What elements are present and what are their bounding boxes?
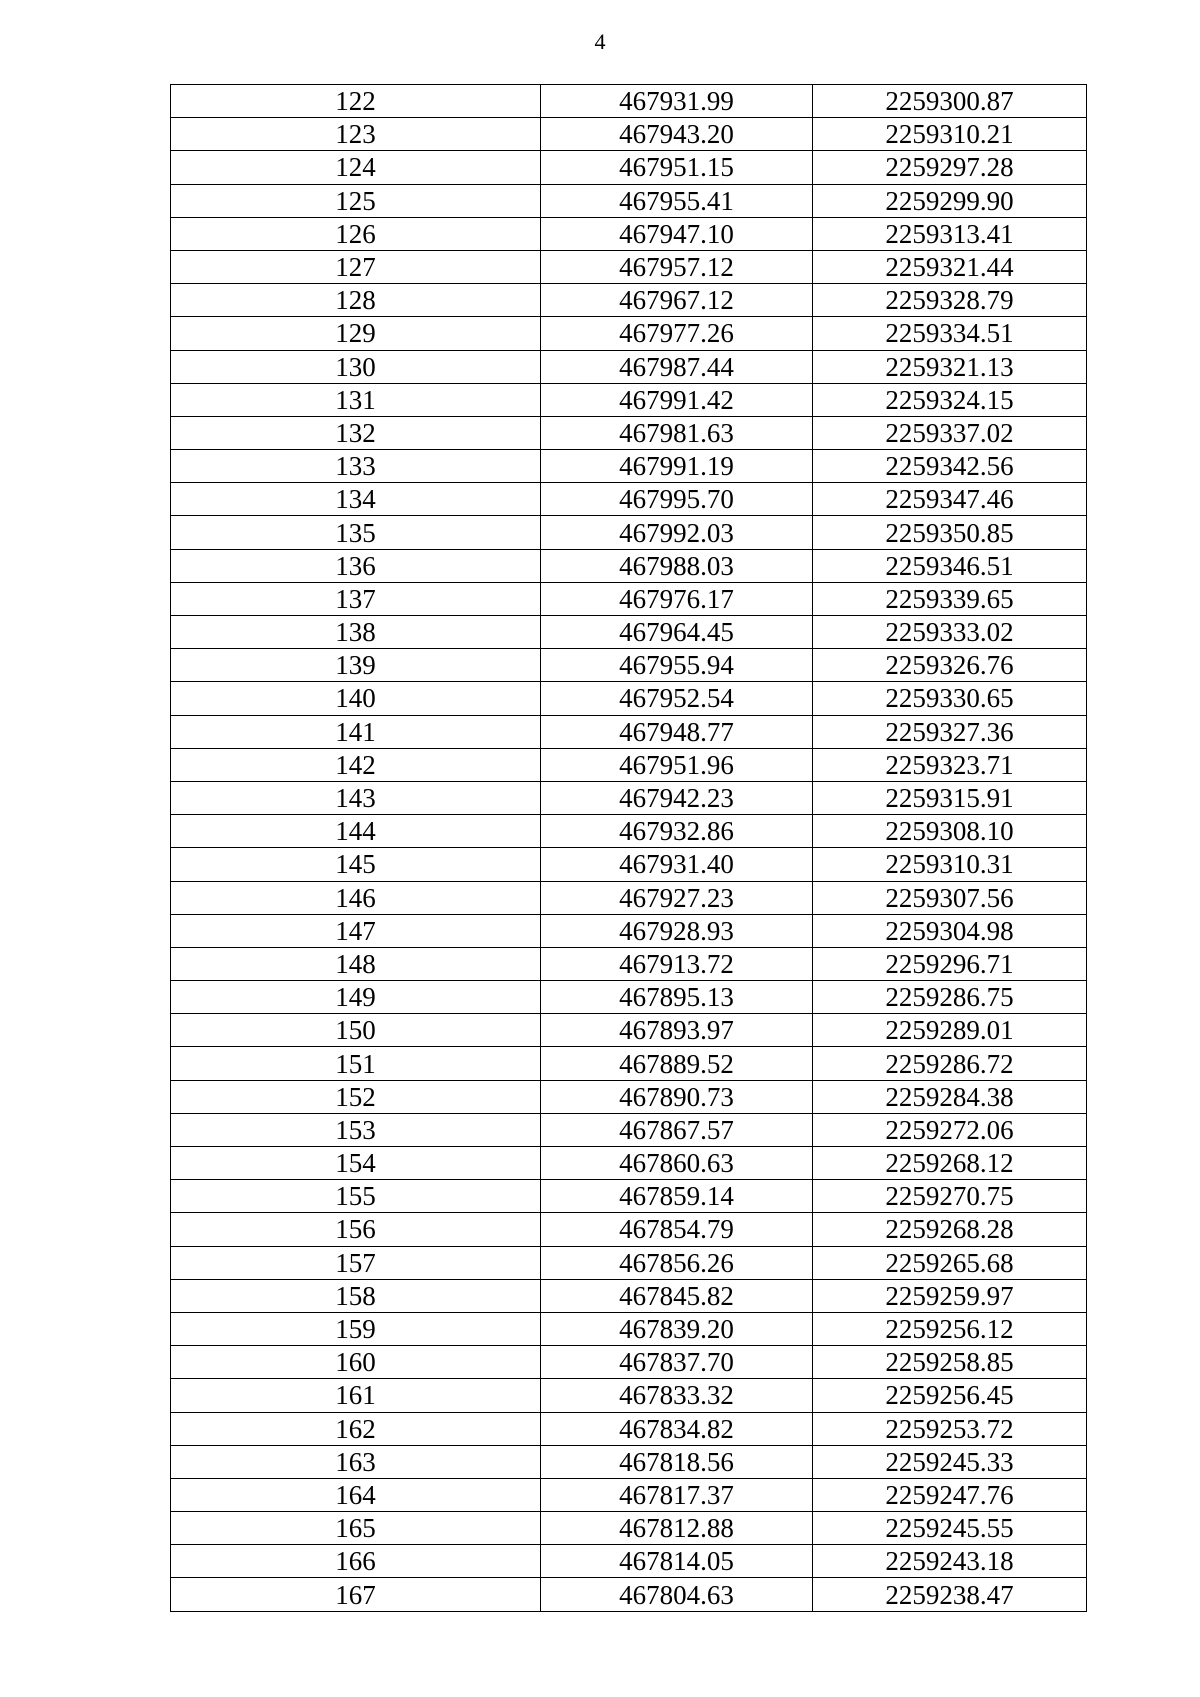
table-row: [171, 151, 1087, 184]
point-number-cell: 143: [171, 781, 541, 814]
y-coordinate-cell: 2259258.85: [813, 1346, 1087, 1379]
point-number-cell: 149: [171, 981, 541, 1014]
coordinates-table-body: [171, 85, 1087, 1612]
point-number-cell: 139: [171, 649, 541, 682]
y-coordinate-cell: 2259256.12: [813, 1312, 1087, 1345]
x-coordinate-cell: 467867.57: [541, 1113, 813, 1146]
point-number-cell: 129: [171, 317, 541, 350]
table-row: [171, 549, 1087, 582]
point-number-cell: 136: [171, 549, 541, 582]
y-coordinate-cell: 2259265.68: [813, 1246, 1087, 1279]
x-coordinate-cell: 467987.44: [541, 350, 813, 383]
y-coordinate-cell: 2259268.28: [813, 1213, 1087, 1246]
point-number-cell: 127: [171, 250, 541, 283]
point-number-cell: 161: [171, 1379, 541, 1412]
x-coordinate-cell: 467951.96: [541, 748, 813, 781]
y-coordinate-cell: 2259339.65: [813, 582, 1087, 615]
point-number-cell: 126: [171, 217, 541, 250]
table-row: [171, 1312, 1087, 1345]
point-number-cell: 130: [171, 350, 541, 383]
table-row: [171, 815, 1087, 848]
point-number-cell: 135: [171, 516, 541, 549]
y-coordinate-cell: 2259337.02: [813, 416, 1087, 449]
y-coordinate-cell: 2259270.75: [813, 1180, 1087, 1213]
table-row: [171, 350, 1087, 383]
table-row: [171, 881, 1087, 914]
y-coordinate-cell: 2259297.28: [813, 151, 1087, 184]
y-coordinate-cell: 2259307.56: [813, 881, 1087, 914]
y-coordinate-cell: 2259268.12: [813, 1147, 1087, 1180]
point-number-cell: 144: [171, 815, 541, 848]
x-coordinate-cell: 467931.99: [541, 85, 813, 118]
table-row: [171, 582, 1087, 615]
x-coordinate-cell: 467890.73: [541, 1080, 813, 1113]
point-number-cell: 146: [171, 881, 541, 914]
point-number-cell: 148: [171, 947, 541, 980]
point-number-cell: 138: [171, 616, 541, 649]
y-coordinate-cell: 2259253.72: [813, 1412, 1087, 1445]
y-coordinate-cell: 2259321.13: [813, 350, 1087, 383]
x-coordinate-cell: 467818.56: [541, 1445, 813, 1478]
point-number-cell: 167: [171, 1578, 541, 1611]
x-coordinate-cell: 467955.94: [541, 649, 813, 682]
point-number-cell: 150: [171, 1014, 541, 1047]
table-row: [171, 383, 1087, 416]
point-number-cell: 137: [171, 582, 541, 615]
y-coordinate-cell: 2259346.51: [813, 549, 1087, 582]
table-row: [171, 981, 1087, 1014]
point-number-cell: 158: [171, 1279, 541, 1312]
table-row: [171, 118, 1087, 151]
table-row: [171, 1578, 1087, 1611]
x-coordinate-cell: 467845.82: [541, 1279, 813, 1312]
y-coordinate-cell: 2259310.31: [813, 848, 1087, 881]
table-row: [171, 1014, 1087, 1047]
x-coordinate-cell: 467981.63: [541, 416, 813, 449]
table-row: [171, 184, 1087, 217]
x-coordinate-cell: 467913.72: [541, 947, 813, 980]
x-coordinate-cell: 467817.37: [541, 1478, 813, 1511]
x-coordinate-cell: 467995.70: [541, 483, 813, 516]
x-coordinate-cell: 467992.03: [541, 516, 813, 549]
x-coordinate-cell: 467991.19: [541, 450, 813, 483]
x-coordinate-cell: 467964.45: [541, 616, 813, 649]
table-row: [171, 516, 1087, 549]
y-coordinate-cell: 2259324.15: [813, 383, 1087, 416]
point-number-cell: 145: [171, 848, 541, 881]
table-row: [171, 1147, 1087, 1180]
x-coordinate-cell: 467988.03: [541, 549, 813, 582]
x-coordinate-cell: 467942.23: [541, 781, 813, 814]
point-number-cell: 163: [171, 1445, 541, 1478]
point-number-cell: 124: [171, 151, 541, 184]
table-row: [171, 1279, 1087, 1312]
y-coordinate-cell: 2259243.18: [813, 1545, 1087, 1578]
x-coordinate-cell: 467837.70: [541, 1346, 813, 1379]
point-number-cell: 159: [171, 1312, 541, 1345]
table-row: [171, 483, 1087, 516]
x-coordinate-cell: 467833.32: [541, 1379, 813, 1412]
table-row: [171, 682, 1087, 715]
point-number-cell: 155: [171, 1180, 541, 1213]
table-row: [171, 1346, 1087, 1379]
table-row: [171, 217, 1087, 250]
y-coordinate-cell: 2259247.76: [813, 1478, 1087, 1511]
y-coordinate-cell: 2259289.01: [813, 1014, 1087, 1047]
x-coordinate-cell: 467814.05: [541, 1545, 813, 1578]
table-row: [171, 1213, 1087, 1246]
table-row: [171, 85, 1087, 118]
y-coordinate-cell: 2259300.87: [813, 85, 1087, 118]
point-number-cell: 156: [171, 1213, 541, 1246]
x-coordinate-cell: 467859.14: [541, 1180, 813, 1213]
y-coordinate-cell: 2259259.97: [813, 1279, 1087, 1312]
y-coordinate-cell: 2259286.75: [813, 981, 1087, 1014]
y-coordinate-cell: 2259350.85: [813, 516, 1087, 549]
point-number-cell: 162: [171, 1412, 541, 1445]
table-row: [171, 416, 1087, 449]
table-row: [171, 250, 1087, 283]
table-row: [171, 450, 1087, 483]
table-row: [171, 748, 1087, 781]
x-coordinate-cell: 467804.63: [541, 1578, 813, 1611]
x-coordinate-cell: 467976.17: [541, 582, 813, 615]
y-coordinate-cell: 2259342.56: [813, 450, 1087, 483]
x-coordinate-cell: 467895.13: [541, 981, 813, 1014]
y-coordinate-cell: 2259315.91: [813, 781, 1087, 814]
y-coordinate-cell: 2259284.38: [813, 1080, 1087, 1113]
point-number-cell: 165: [171, 1512, 541, 1545]
y-coordinate-cell: 2259238.47: [813, 1578, 1087, 1611]
table-row: [171, 781, 1087, 814]
table-row: [171, 1545, 1087, 1578]
table-row: [171, 1113, 1087, 1146]
y-coordinate-cell: 2259245.55: [813, 1512, 1087, 1545]
table-row: [171, 1047, 1087, 1080]
table-row: [171, 715, 1087, 748]
point-number-cell: 125: [171, 184, 541, 217]
x-coordinate-cell: 467952.54: [541, 682, 813, 715]
table-row: [171, 1379, 1087, 1412]
x-coordinate-cell: 467893.97: [541, 1014, 813, 1047]
y-coordinate-cell: 2259347.46: [813, 483, 1087, 516]
y-coordinate-cell: 2259326.76: [813, 649, 1087, 682]
x-coordinate-cell: 467812.88: [541, 1512, 813, 1545]
y-coordinate-cell: 2259313.41: [813, 217, 1087, 250]
table-row: [171, 649, 1087, 682]
y-coordinate-cell: 2259334.51: [813, 317, 1087, 350]
page-number: 4: [594, 29, 606, 54]
y-coordinate-cell: 2259327.36: [813, 715, 1087, 748]
y-coordinate-cell: 2259286.72: [813, 1047, 1087, 1080]
point-number-cell: 131: [171, 383, 541, 416]
y-coordinate-cell: 2259256.45: [813, 1379, 1087, 1412]
y-coordinate-cell: 2259308.10: [813, 815, 1087, 848]
table-row: [171, 1080, 1087, 1113]
x-coordinate-cell: 467991.42: [541, 383, 813, 416]
table-row: [171, 947, 1087, 980]
x-coordinate-cell: 467928.93: [541, 914, 813, 947]
table-row: [171, 914, 1087, 947]
y-coordinate-cell: 2259299.90: [813, 184, 1087, 217]
x-coordinate-cell: 467948.77: [541, 715, 813, 748]
table-row: [171, 284, 1087, 317]
x-coordinate-cell: 467856.26: [541, 1246, 813, 1279]
y-coordinate-cell: 2259333.02: [813, 616, 1087, 649]
y-coordinate-cell: 2259245.33: [813, 1445, 1087, 1478]
x-coordinate-cell: 467951.15: [541, 151, 813, 184]
point-number-cell: 123: [171, 118, 541, 151]
point-number-cell: 122: [171, 85, 541, 118]
table-row: [171, 1246, 1087, 1279]
point-number-cell: 153: [171, 1113, 541, 1146]
table-row: [171, 848, 1087, 881]
x-coordinate-cell: 467932.86: [541, 815, 813, 848]
point-number-cell: 141: [171, 715, 541, 748]
point-number-cell: 151: [171, 1047, 541, 1080]
x-coordinate-cell: 467967.12: [541, 284, 813, 317]
point-number-cell: 128: [171, 284, 541, 317]
point-number-cell: 132: [171, 416, 541, 449]
x-coordinate-cell: 467947.10: [541, 217, 813, 250]
y-coordinate-cell: 2259321.44: [813, 250, 1087, 283]
x-coordinate-cell: 467860.63: [541, 1147, 813, 1180]
y-coordinate-cell: 2259296.71: [813, 947, 1087, 980]
point-number-cell: 134: [171, 483, 541, 516]
point-number-cell: 166: [171, 1545, 541, 1578]
x-coordinate-cell: 467977.26: [541, 317, 813, 350]
point-number-cell: 154: [171, 1147, 541, 1180]
point-number-cell: 147: [171, 914, 541, 947]
table-row: [171, 1512, 1087, 1545]
coordinates-table: [170, 84, 1087, 1612]
x-coordinate-cell: 467834.82: [541, 1412, 813, 1445]
point-number-cell: 140: [171, 682, 541, 715]
y-coordinate-cell: 2259272.06: [813, 1113, 1087, 1146]
table-row: [171, 616, 1087, 649]
x-coordinate-cell: 467943.20: [541, 118, 813, 151]
y-coordinate-cell: 2259310.21: [813, 118, 1087, 151]
x-coordinate-cell: 467957.12: [541, 250, 813, 283]
point-number-cell: 157: [171, 1246, 541, 1279]
point-number-cell: 160: [171, 1346, 541, 1379]
point-number-cell: 152: [171, 1080, 541, 1113]
point-number-cell: 164: [171, 1478, 541, 1511]
x-coordinate-cell: 467854.79: [541, 1213, 813, 1246]
point-number-cell: 133: [171, 450, 541, 483]
table-row: [171, 1478, 1087, 1511]
y-coordinate-cell: 2259330.65: [813, 682, 1087, 715]
point-number-cell: 142: [171, 748, 541, 781]
x-coordinate-cell: 467955.41: [541, 184, 813, 217]
x-coordinate-cell: 467927.23: [541, 881, 813, 914]
x-coordinate-cell: 467889.52: [541, 1047, 813, 1080]
table-row: [171, 317, 1087, 350]
table-row: [171, 1180, 1087, 1213]
y-coordinate-cell: 2259328.79: [813, 284, 1087, 317]
table-row: [171, 1412, 1087, 1445]
x-coordinate-cell: 467931.40: [541, 848, 813, 881]
y-coordinate-cell: 2259304.98: [813, 914, 1087, 947]
y-coordinate-cell: 2259323.71: [813, 748, 1087, 781]
table-row: [171, 1445, 1087, 1478]
x-coordinate-cell: 467839.20: [541, 1312, 813, 1345]
